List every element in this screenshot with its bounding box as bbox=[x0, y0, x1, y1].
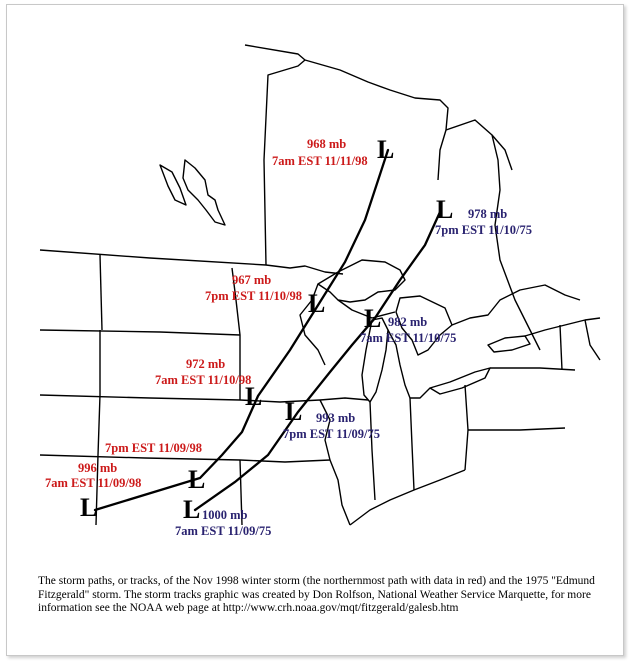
t-1998-3: 7am EST 11/10/98 bbox=[155, 373, 252, 387]
t-1975-3: 7pm EST 11/09/75 bbox=[283, 427, 381, 441]
border-oh-pa bbox=[465, 385, 468, 470]
lake-ontario bbox=[488, 336, 530, 352]
border-pa-south bbox=[468, 428, 565, 430]
track-1975 bbox=[195, 212, 440, 510]
border-ia-mo bbox=[240, 460, 330, 462]
border-canada-us bbox=[40, 250, 343, 274]
low-1998-3: L bbox=[245, 382, 263, 411]
track-1998 bbox=[95, 150, 388, 510]
lake-erie bbox=[430, 368, 490, 394]
t-1975-2: 7am EST 11/10/75 bbox=[360, 331, 457, 345]
low-1975-1: L bbox=[436, 195, 454, 224]
t-1998-2: 7pm EST 11/10/98 bbox=[205, 289, 303, 303]
border-nd-sd bbox=[40, 330, 240, 335]
low-1975-2: L bbox=[364, 304, 382, 333]
figure-caption: The storm paths, or tracks, of the Nov 1998 winter storm (the northernmost path with data in red) and the 1975 "Edmund Fitzgerald" storm. The storm tracks graphic was created by Don Rolfson, National Weather Service Marquette, for more information see the NOAA web page at http://www.crh.noaa.gov/mqt/fitzgerald/galesb.htm bbox=[38, 575, 595, 614]
border-us-canada-east bbox=[525, 318, 600, 336]
p-1975-3: 993 mb bbox=[316, 411, 356, 425]
border-sd-ne bbox=[40, 395, 240, 400]
border-in-oh bbox=[410, 398, 414, 490]
p-1975-4: 1000 mb bbox=[202, 508, 248, 522]
ohio-river bbox=[350, 470, 465, 525]
lake-winnipegosis bbox=[160, 165, 186, 205]
p-1998-1: 968 mb bbox=[307, 137, 347, 151]
border-ny-vt bbox=[560, 325, 562, 370]
border-il-in bbox=[370, 402, 375, 500]
low-1975-4: L bbox=[183, 495, 201, 524]
p-1975-1: 978 mb bbox=[468, 207, 508, 221]
low-1998-2: L bbox=[308, 289, 326, 318]
james-bay-east bbox=[492, 135, 512, 170]
t-1998-4: 7pm EST 11/09/98 bbox=[105, 441, 203, 455]
border-mt-nd bbox=[100, 255, 102, 330]
t-1998-1: 7am EST 11/11/98 bbox=[272, 154, 368, 168]
low-1975-3: L bbox=[285, 397, 303, 426]
p-1998-2: 967 mb bbox=[232, 273, 272, 287]
t-1975-4: 7am EST 11/09/75 bbox=[175, 524, 272, 538]
lake-winnipeg bbox=[183, 160, 225, 225]
low-1998-1: L bbox=[377, 135, 395, 164]
p-1998-5: 996 mb bbox=[78, 461, 118, 475]
low-1998-4: L bbox=[188, 465, 206, 494]
p-1975-2: 982 mb bbox=[388, 315, 428, 329]
border-ne-ks bbox=[40, 455, 240, 460]
low-1998-5: L bbox=[80, 493, 98, 522]
t-1975-1: 7pm EST 11/10/75 bbox=[435, 223, 533, 237]
p-1998-3: 972 mb bbox=[186, 357, 226, 371]
t-1998-5: 7am EST 11/09/98 bbox=[45, 476, 142, 490]
st-lawrence bbox=[452, 285, 580, 325]
low-symbols bbox=[80, 135, 453, 524]
new-england bbox=[585, 320, 600, 360]
border-wi-il bbox=[320, 398, 368, 400]
lake-superior bbox=[318, 260, 405, 302]
